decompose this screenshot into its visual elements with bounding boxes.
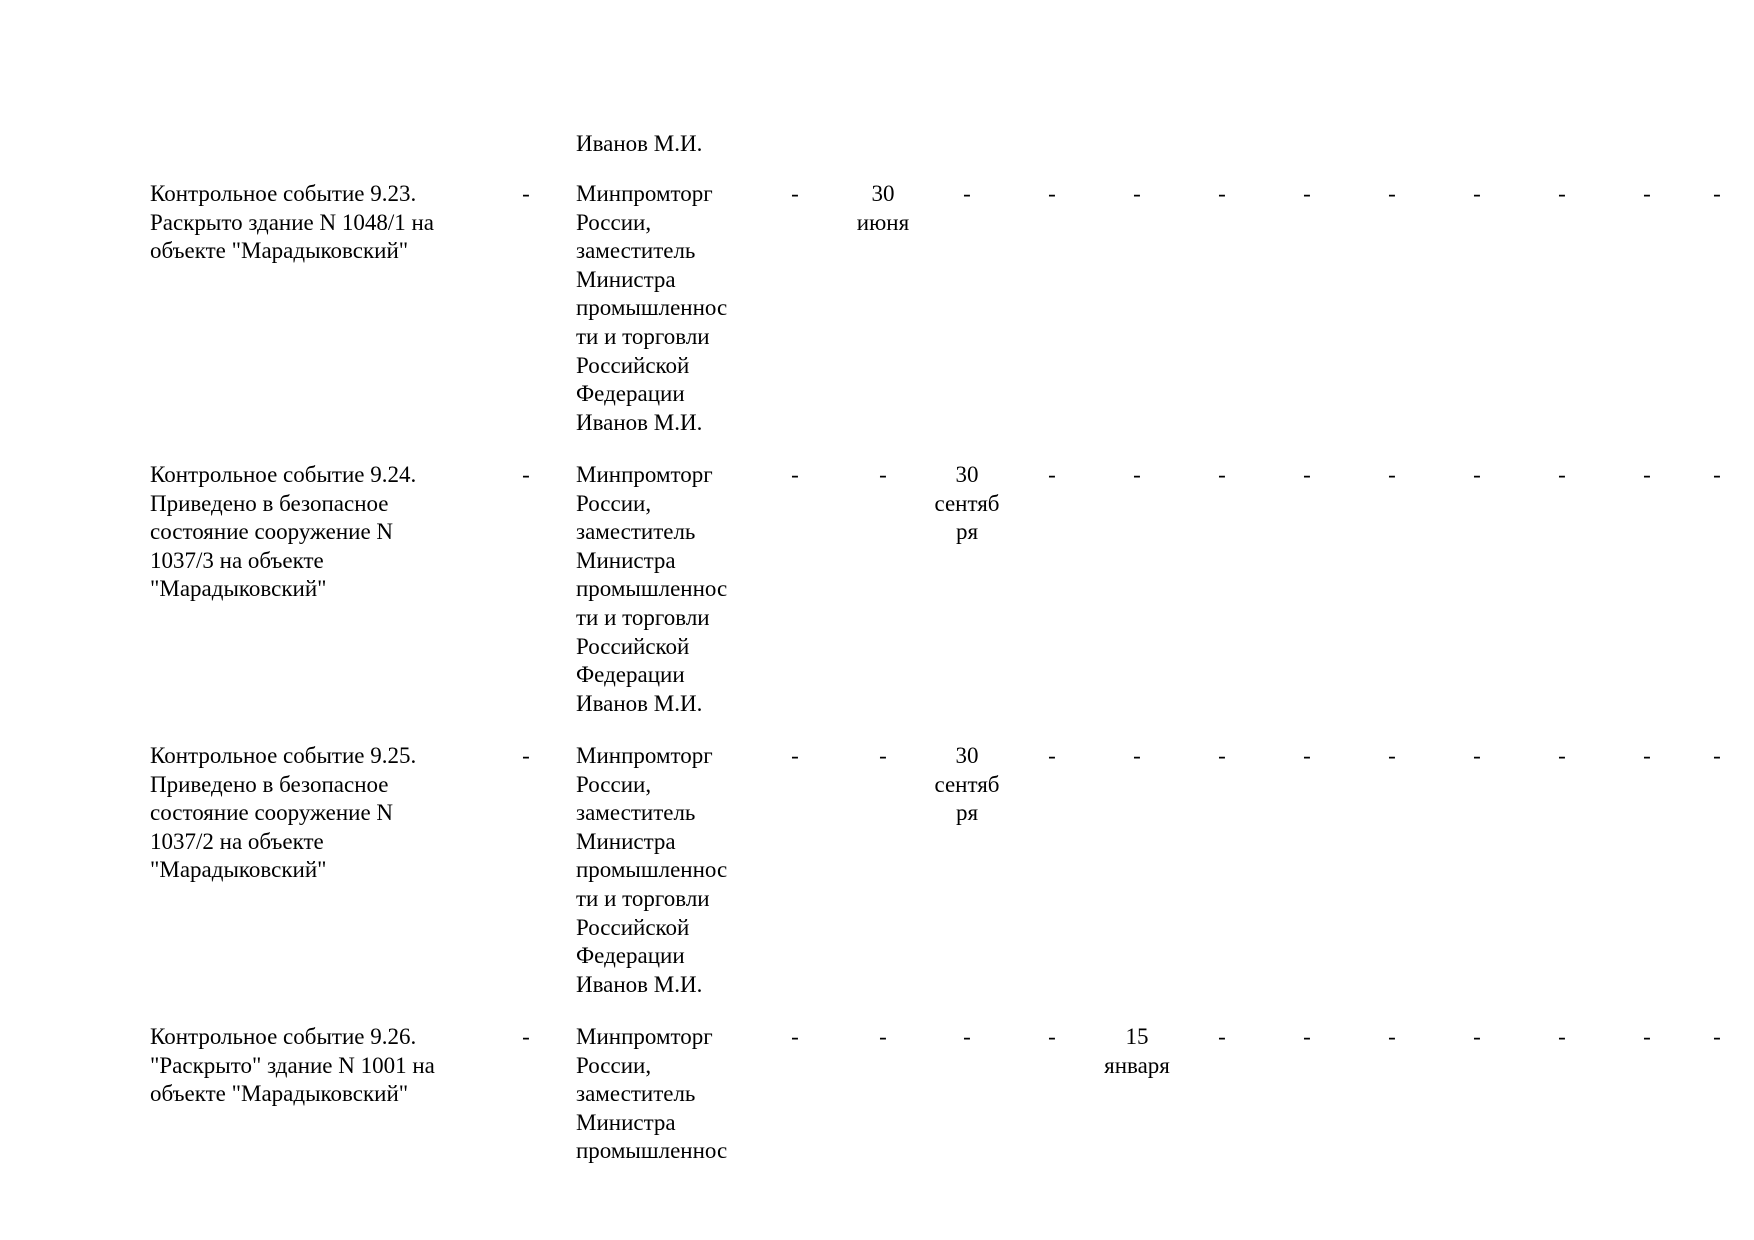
period-cell: - <box>1218 1024 1226 1049</box>
period-cell: - <box>1133 462 1141 487</box>
period-cell: - <box>1643 181 1651 206</box>
period-cell: - <box>879 462 887 487</box>
period-cell: - <box>1473 181 1481 206</box>
period-cell: - <box>1388 181 1396 206</box>
cell-value: - <box>522 181 530 206</box>
period-cell: 30 сентяб ря <box>934 462 1000 545</box>
period-cell: - <box>1473 1024 1481 1049</box>
responsible-executor: Минпромторг России, заместитель Министра промышленнос <box>576 1024 728 1164</box>
period-cell: - <box>791 1024 799 1049</box>
period-cell: - <box>1303 181 1311 206</box>
event-description: Контрольное событие 9.25. Приведено в безопасное состояние сооружение N 1037/2 на объекте "Марадыковский" <box>150 743 417 883</box>
period-cell: - <box>1218 181 1226 206</box>
period-cell: 15 января <box>1104 1024 1170 1078</box>
responsible-executor: Минпромторг России, заместитель Министра промышленнос ти и торговли Российской Федерации Иванов М.И. <box>576 462 728 716</box>
period-cell: - <box>1558 462 1566 487</box>
period-cell: - <box>1388 1024 1396 1049</box>
period-cell: - <box>1048 181 1056 206</box>
period-cell: - <box>1303 1024 1311 1049</box>
period-cell: - <box>1558 181 1566 206</box>
cell-value: - <box>522 743 530 768</box>
period-cell: - <box>1558 1024 1566 1049</box>
responsible-tail: Иванов М.И. <box>576 131 703 156</box>
period-cell: - <box>1303 462 1311 487</box>
period-cell: - <box>791 181 799 206</box>
period-cell: - <box>1303 743 1311 768</box>
period-cell: - <box>1643 1024 1651 1049</box>
period-cell: - <box>963 181 971 206</box>
period-cell: - <box>1133 181 1141 206</box>
period-cell: - <box>1048 462 1056 487</box>
period-cell: - <box>1473 743 1481 768</box>
period-cell: - <box>1558 743 1566 768</box>
period-cell: - <box>791 462 799 487</box>
period-cell: - <box>791 743 799 768</box>
period-cell: - <box>1218 743 1226 768</box>
period-cell: - <box>1643 743 1651 768</box>
period-cell: - <box>1713 181 1721 206</box>
period-cell: 30 июня <box>856 181 910 235</box>
responsible-executor: Минпромторг России, заместитель Министра промышленнос ти и торговли Российской Федерации Иванов М.И. <box>576 743 728 997</box>
period-cell: - <box>1048 743 1056 768</box>
period-cell: - <box>1133 743 1141 768</box>
cell-value: - <box>522 1024 530 1049</box>
period-cell: - <box>1473 462 1481 487</box>
period-cell: - <box>1048 1024 1056 1049</box>
cell-value: - <box>522 462 530 487</box>
period-cell: 30 сентяб ря <box>934 743 1000 826</box>
period-cell: - <box>1218 462 1226 487</box>
period-cell: - <box>1713 1024 1721 1049</box>
period-cell: - <box>879 1024 887 1049</box>
period-cell: - <box>1388 743 1396 768</box>
period-cell: - <box>879 743 887 768</box>
event-description: Контрольное событие 9.24. Приведено в безопасное состояние сооружение N 1037/3 на объекте "Марадыковский" <box>150 462 417 602</box>
event-description: Контрольное событие 9.26. "Раскрыто" здание N 1001 на объекте "Марадыковский" <box>150 1024 435 1107</box>
responsible-executor: Минпромторг России, заместитель Министра промышленнос ти и торговли Российской Федерации Иванов М.И. <box>576 181 728 435</box>
period-cell: - <box>963 1024 971 1049</box>
period-cell: - <box>1388 462 1396 487</box>
event-description: Контрольное событие 9.23. Раскрыто здание N 1048/1 на объекте "Марадыковский" <box>150 181 435 264</box>
period-cell: - <box>1643 462 1651 487</box>
period-cell: - <box>1713 743 1721 768</box>
period-cell: - <box>1713 462 1721 487</box>
